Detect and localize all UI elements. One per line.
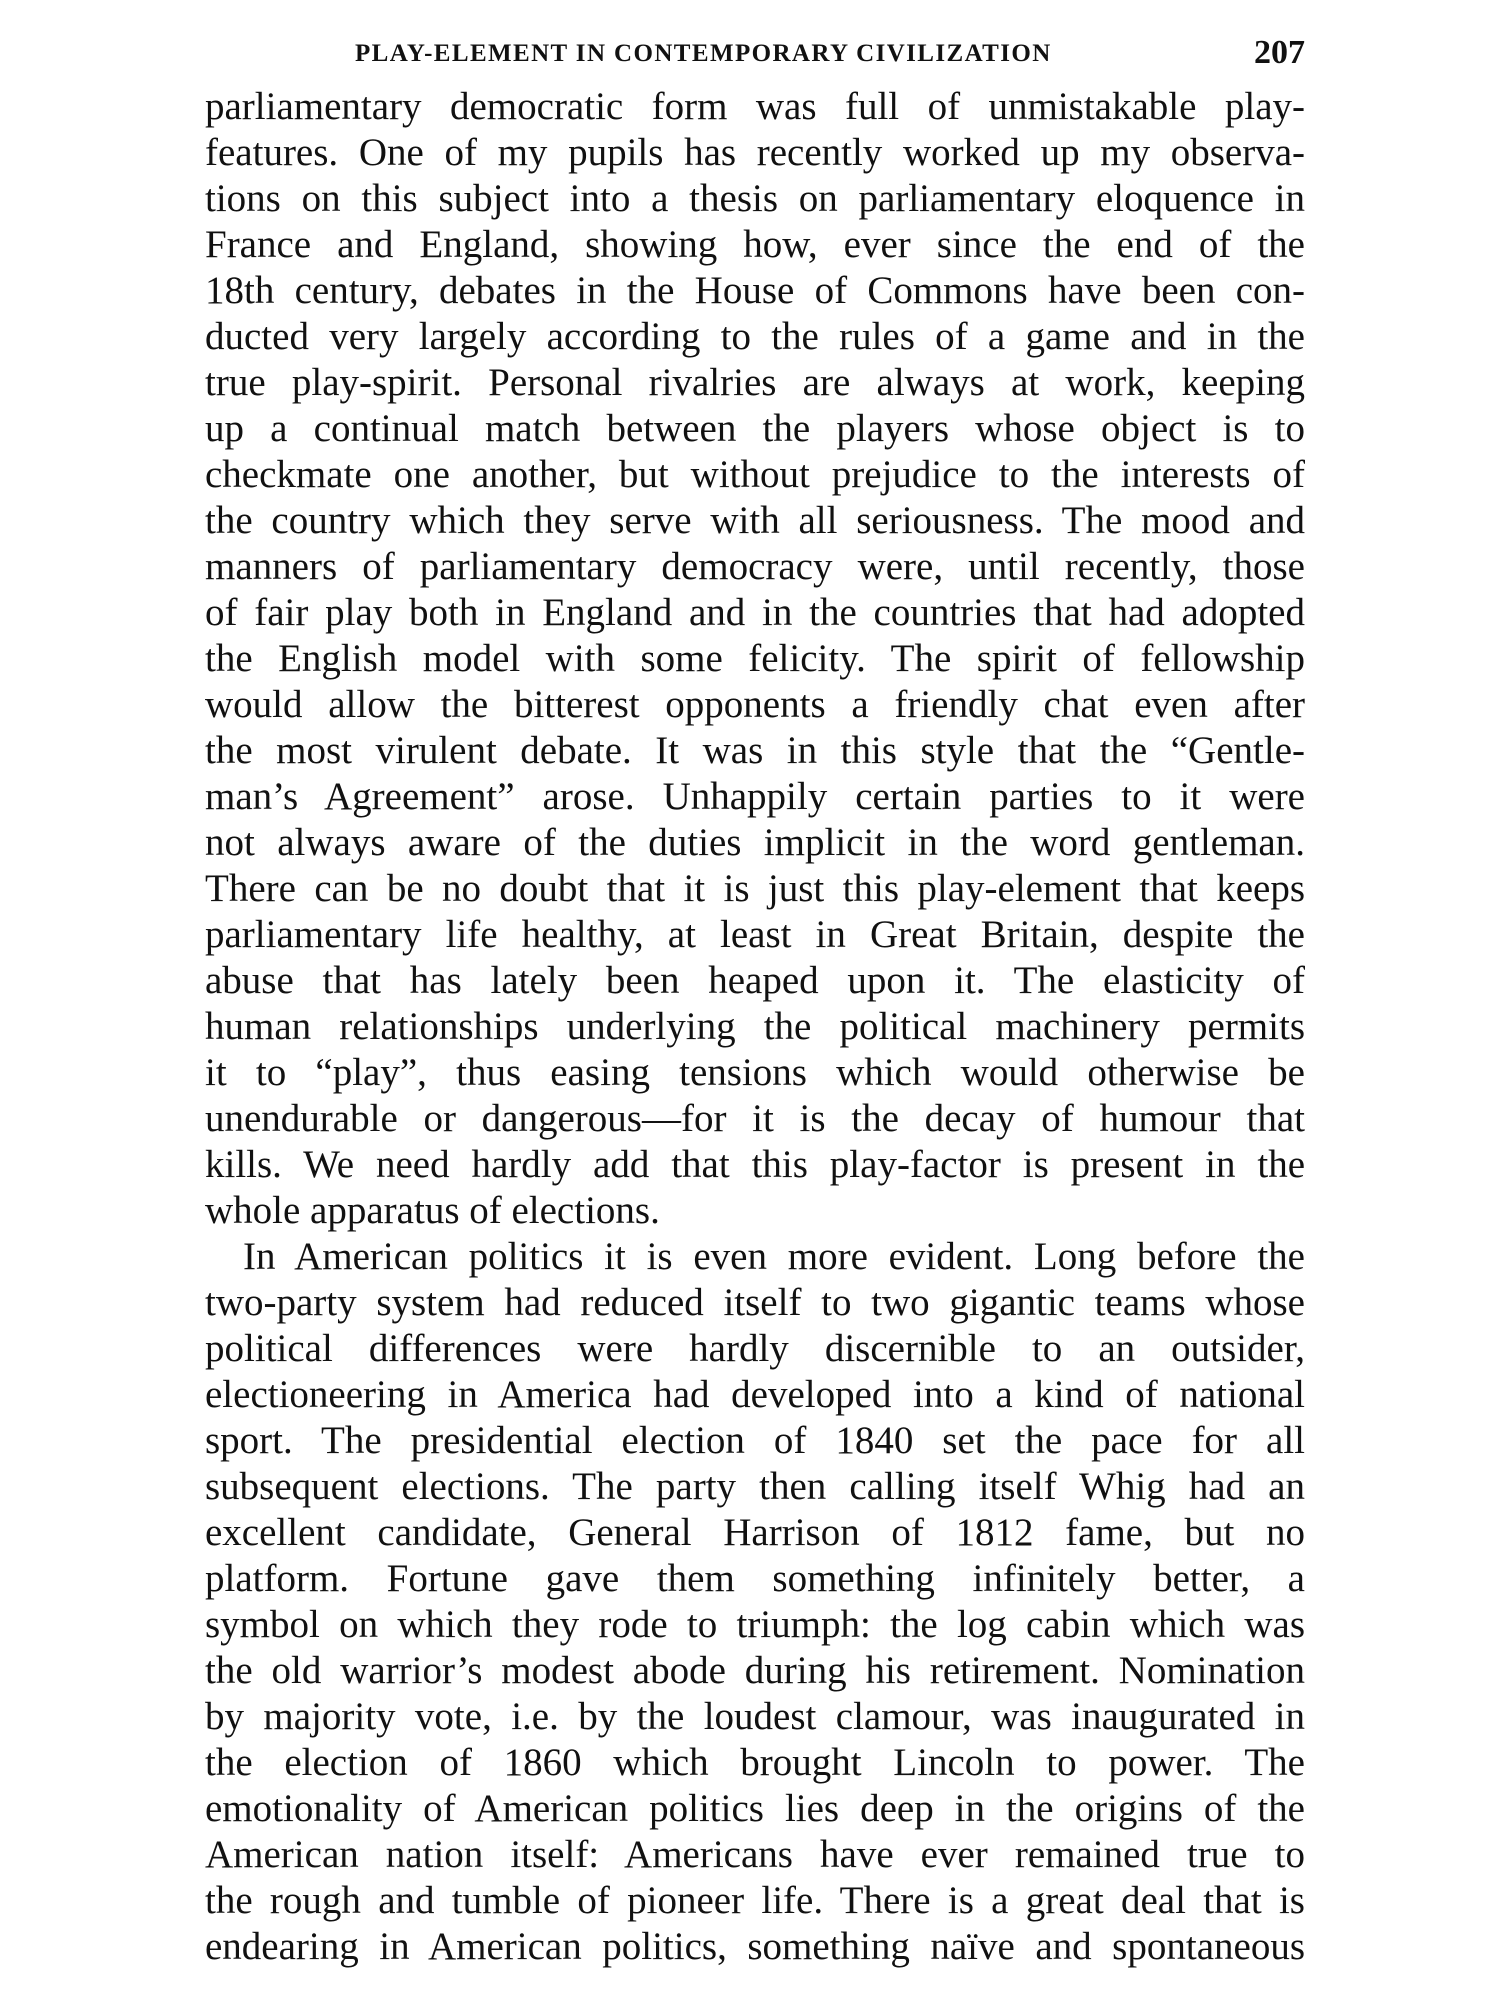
text-line: sport. The presidential election of 1840 set the pace for all	[205, 1419, 1305, 1462]
text-line: political differences were hardly discernible to an outsider,	[205, 1327, 1305, 1370]
text-line: 18th century, debates in the House of Commons have been con-	[205, 269, 1305, 312]
text-line: the most virulent debate. It was in this style that the “Gentle-	[205, 729, 1305, 772]
text-line: of fair play both in England and in the countries that had adopted	[205, 591, 1305, 634]
text-line: features. One of my pupils has recently worked up my observa-	[205, 131, 1305, 174]
page-number: 207	[1254, 34, 1305, 71]
text-line: human relationships underlying the political machinery permits	[205, 1005, 1305, 1048]
text-line: There can be no doubt that it is just this play-element that keeps	[205, 867, 1305, 910]
text-line: platform. Fortune gave them something infinitely better, a	[205, 1557, 1305, 1600]
text-line: would allow the bitterest opponents a friendly chat even after	[205, 683, 1305, 726]
running-title: PLAY-ELEMENT IN CONTEMPORARY CIVILIZATION	[355, 40, 1052, 67]
text-line: emotionality of American politics lies deep in the origins of the	[205, 1787, 1305, 1830]
text-line: the old warrior’s modest abode during his retirement. Nomination	[205, 1649, 1305, 1692]
text-line: the country which they serve with all seriousness. The mood and	[205, 499, 1305, 542]
text-line: kills. We need hardly add that this play-factor is present in the	[205, 1143, 1305, 1186]
text-line: up a continual match between the players whose object is to	[205, 407, 1305, 450]
text-line-paragraph-start: In American politics it is even more evident. Long before the	[243, 1235, 1305, 1278]
body-text	[205, 84, 1305, 1970]
text-line: parliamentary democratic form was full of unmistakable play-	[205, 85, 1305, 128]
text-line: true play-spirit. Personal rivalries are always at work, keeping	[205, 361, 1305, 404]
text-line: ducted very largely according to the rules of a game and in the	[205, 315, 1305, 358]
text-line: by majority vote, i.e. by the loudest clamour, was inaugurated in	[205, 1695, 1305, 1738]
text-line: manners of parliamentary democracy were, until recently, those	[205, 545, 1305, 588]
text-line: excellent candidate, General Harrison of 1812 fame, but no	[205, 1511, 1305, 1554]
text-line: two-party system had reduced itself to two gigantic teams whose	[205, 1281, 1305, 1324]
text-line: not always aware of the duties implicit in the word gentleman.	[205, 821, 1305, 864]
text-line: American nation itself: Americans have ever remained true to	[205, 1833, 1305, 1876]
text-line: electioneering in America had developed into a kind of national	[205, 1373, 1305, 1416]
text-line: France and England, showing how, ever since the end of the	[205, 223, 1305, 266]
text-line: endearing in American politics, something naïve and spontaneous	[205, 1925, 1305, 1968]
text-line: man’s Agreement” arose. Unhappily certain parties to it were	[205, 775, 1305, 818]
text-line: the rough and tumble of pioneer life. There is a great deal that is	[205, 1879, 1305, 1922]
text-line: unendurable or dangerous—for it is the decay of humour that	[205, 1097, 1305, 1140]
text-line: the election of 1860 which brought Lincoln to power. The	[205, 1741, 1305, 1784]
running-head	[205, 34, 1305, 74]
text-line: tions on this subject into a thesis on parliamentary eloquence in	[205, 177, 1305, 220]
text-line-paragraph-end: whole apparatus of elections.	[205, 1189, 660, 1232]
text-line: subsequent elections. The party then calling itself Whig had an	[205, 1465, 1305, 1508]
text-line: checkmate one another, but without prejudice to the interests of	[205, 453, 1305, 496]
text-line: parliamentary life healthy, at least in Great Britain, despite the	[205, 913, 1305, 956]
text-line: abuse that has lately been heaped upon it. The elasticity of	[205, 959, 1305, 1002]
text-line: symbol on which they rode to triumph: the log cabin which was	[205, 1603, 1305, 1646]
text-line: the English model with some felicity. The spirit of fellowship	[205, 637, 1305, 680]
text-line: it to “play”, thus easing tensions which would otherwise be	[205, 1051, 1305, 1094]
